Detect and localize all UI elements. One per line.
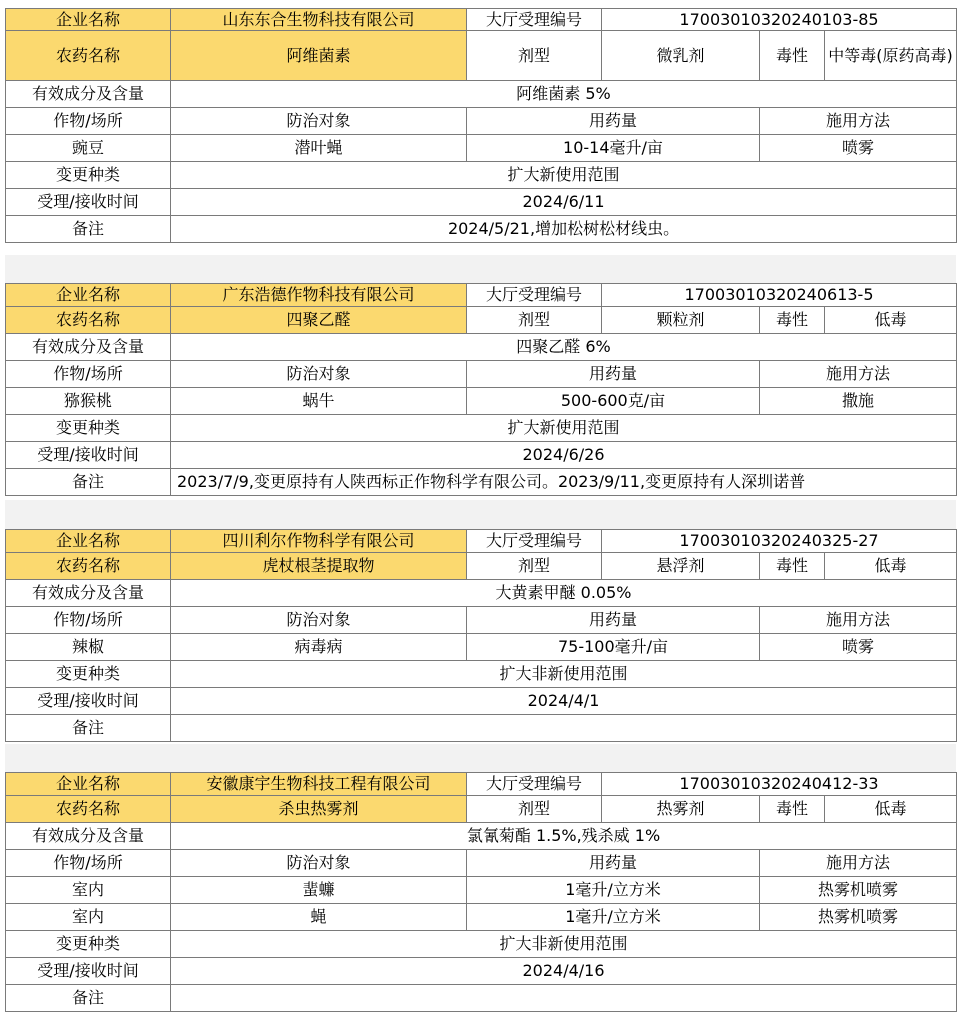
target[interactable]: 蝇 — [171, 904, 467, 931]
label-hall-no[interactable]: 大厅受理编号 — [467, 530, 602, 553]
label-crop[interactable]: 作物/场所 — [6, 108, 171, 135]
record-block-1 — [5, 8, 956, 243]
label-pesticide[interactable]: 农药名称 — [6, 307, 171, 334]
table-row — [6, 307, 957, 334]
table-row — [6, 284, 957, 307]
label-method[interactable]: 施用方法 — [760, 850, 957, 877]
table-row — [6, 904, 957, 931]
record-table — [5, 283, 957, 496]
label-crop[interactable]: 作物/场所 — [6, 607, 171, 634]
block-separator — [5, 255, 956, 283]
label-formulation[interactable]: 剂型 — [467, 553, 602, 580]
table-row — [6, 415, 957, 442]
table-row — [6, 796, 957, 823]
pesticide-name[interactable]: 四聚乙醛 — [171, 307, 467, 334]
label-target[interactable]: 防治对象 — [171, 607, 467, 634]
label-target[interactable]: 防治对象 — [171, 850, 467, 877]
crop[interactable]: 豌豆 — [6, 135, 171, 162]
table-row — [6, 530, 957, 553]
dosage[interactable]: 500-600克/亩 — [467, 388, 760, 415]
label-method[interactable]: 施用方法 — [760, 607, 957, 634]
label-crop[interactable]: 作物/场所 — [6, 361, 171, 388]
label-note[interactable]: 备注 — [6, 985, 171, 1012]
method[interactable]: 喷雾 — [760, 135, 957, 162]
label-ingredient[interactable]: 有效成分及含量 — [6, 580, 171, 607]
label-company[interactable]: 企业名称 — [6, 773, 171, 796]
label-pesticide[interactable]: 农药名称 — [6, 796, 171, 823]
note[interactable] — [171, 985, 957, 1012]
pesticide-name[interactable]: 杀虫热雾剂 — [171, 796, 467, 823]
table-row — [6, 607, 957, 634]
dosage[interactable]: 10-14毫升/亩 — [467, 135, 760, 162]
accept-time[interactable]: 2024/6/26 — [171, 442, 957, 469]
formulation[interactable]: 热雾剂 — [602, 796, 760, 823]
table-row — [6, 553, 957, 580]
label-time[interactable]: 受理/接收时间 — [6, 442, 171, 469]
label-toxicity[interactable]: 毒性 — [760, 796, 825, 823]
label-time[interactable]: 受理/接收时间 — [6, 958, 171, 985]
label-dosage[interactable]: 用药量 — [467, 607, 760, 634]
pesticide-name[interactable]: 虎杖根茎提取物 — [171, 553, 467, 580]
toxicity[interactable]: 低毒 — [825, 307, 957, 334]
dosage[interactable]: 1毫升/立方米 — [467, 877, 760, 904]
label-time[interactable]: 受理/接收时间 — [6, 688, 171, 715]
formulation[interactable]: 微乳剂 — [602, 31, 760, 81]
target[interactable]: 蜚蠊 — [171, 877, 467, 904]
label-time[interactable]: 受理/接收时间 — [6, 189, 171, 216]
label-hall-no[interactable]: 大厅受理编号 — [467, 9, 602, 31]
label-change-type[interactable]: 变更种类 — [6, 931, 171, 958]
method[interactable]: 撒施 — [760, 388, 957, 415]
table-row — [6, 81, 957, 108]
label-note[interactable]: 备注 — [6, 216, 171, 243]
record-table — [5, 772, 957, 1012]
crop[interactable]: 室内 — [6, 877, 171, 904]
method[interactable]: 喷雾 — [760, 634, 957, 661]
table-row — [6, 216, 957, 243]
table-row — [6, 189, 957, 216]
table-row — [6, 715, 957, 742]
pesticide-name[interactable]: 阿维菌素 — [171, 31, 467, 81]
block-separator — [5, 744, 956, 772]
toxicity[interactable]: 中等毒(原药高毒) — [825, 31, 957, 81]
toxicity[interactable]: 低毒 — [825, 553, 957, 580]
table-row — [6, 850, 957, 877]
note[interactable] — [171, 715, 957, 742]
label-ingredient[interactable]: 有效成分及含量 — [6, 823, 171, 850]
label-dosage[interactable]: 用药量 — [467, 108, 760, 135]
change-type[interactable]: 扩大非新使用范围 — [171, 931, 957, 958]
label-toxicity[interactable]: 毒性 — [760, 553, 825, 580]
table-row — [6, 31, 957, 81]
table-row — [6, 135, 957, 162]
company-name[interactable]: 广东浩德作物科技有限公司 — [171, 284, 467, 307]
hall-number[interactable]: 17003010320240412-33 — [602, 773, 957, 796]
target[interactable]: 潜叶蝇 — [171, 135, 467, 162]
dosage[interactable]: 75-100毫升/亩 — [467, 634, 760, 661]
company-name[interactable]: 山东东合生物科技有限公司 — [171, 9, 467, 31]
label-note[interactable]: 备注 — [6, 715, 171, 742]
table-row — [6, 334, 957, 361]
accept-time[interactable]: 2024/6/11 — [171, 189, 957, 216]
label-dosage[interactable]: 用药量 — [467, 361, 760, 388]
label-pesticide[interactable]: 农药名称 — [6, 31, 171, 81]
record-table — [5, 529, 957, 742]
note[interactable]: 2024/5/21,增加松树松材线虫。 — [171, 216, 957, 243]
table-row — [6, 931, 957, 958]
target[interactable]: 病毒病 — [171, 634, 467, 661]
record-block-4 — [5, 772, 956, 1012]
accept-time[interactable]: 2024/4/1 — [171, 688, 957, 715]
label-toxicity[interactable]: 毒性 — [760, 31, 825, 81]
crop[interactable]: 室内 — [6, 904, 171, 931]
note[interactable]: 2023/7/9,变更原持有人陕西标正作物科学有限公司。2023/9/11,变更原持有人深圳诺普 — [171, 469, 957, 496]
company-name[interactable]: 安徽康宇生物科技工程有限公司 — [171, 773, 467, 796]
table-row — [6, 985, 957, 1012]
hall-number[interactable]: 17003010320240103-85 — [602, 9, 957, 31]
label-change-type[interactable]: 变更种类 — [6, 162, 171, 189]
table-row — [6, 162, 957, 189]
table-row — [6, 823, 957, 850]
ingredient[interactable]: 大黄素甲醚 0.05% — [171, 580, 957, 607]
hall-number[interactable]: 17003010320240613-5 — [602, 284, 957, 307]
dosage[interactable]: 1毫升/立方米 — [467, 904, 760, 931]
block-separator — [5, 500, 956, 529]
label-note[interactable]: 备注 — [6, 469, 171, 496]
label-target[interactable]: 防治对象 — [171, 108, 467, 135]
change-type[interactable]: 扩大新使用范围 — [171, 162, 957, 189]
label-hall-no[interactable]: 大厅受理编号 — [467, 284, 602, 307]
label-target[interactable]: 防治对象 — [171, 361, 467, 388]
label-hall-no[interactable]: 大厅受理编号 — [467, 773, 602, 796]
method[interactable]: 热雾机喷雾 — [760, 904, 957, 931]
label-formulation[interactable]: 剂型 — [467, 31, 602, 81]
label-toxicity[interactable]: 毒性 — [760, 307, 825, 334]
table-row — [6, 661, 957, 688]
table-row — [6, 361, 957, 388]
toxicity[interactable]: 低毒 — [825, 796, 957, 823]
crop[interactable]: 辣椒 — [6, 634, 171, 661]
label-ingredient[interactable]: 有效成分及含量 — [6, 81, 171, 108]
table-row — [6, 442, 957, 469]
record-block-2 — [5, 283, 956, 496]
table-row — [6, 9, 957, 31]
table-row — [6, 688, 957, 715]
label-formulation[interactable]: 剂型 — [467, 307, 602, 334]
ingredient[interactable]: 阿维菌素 5% — [171, 81, 957, 108]
label-method[interactable]: 施用方法 — [760, 108, 957, 135]
table-row — [6, 108, 957, 135]
change-type[interactable]: 扩大新使用范围 — [171, 415, 957, 442]
label-company[interactable]: 企业名称 — [6, 284, 171, 307]
formulation[interactable]: 颗粒剂 — [602, 307, 760, 334]
hall-number[interactable]: 17003010320240325-27 — [602, 530, 957, 553]
ingredient[interactable]: 四聚乙醛 6% — [171, 334, 957, 361]
table-row — [6, 634, 957, 661]
label-ingredient[interactable]: 有效成分及含量 — [6, 334, 171, 361]
label-method[interactable]: 施用方法 — [760, 361, 957, 388]
formulation[interactable]: 悬浮剂 — [602, 553, 760, 580]
label-company[interactable]: 企业名称 — [6, 9, 171, 31]
table-row — [6, 388, 957, 415]
ingredient[interactable]: 氯氰菊酯 1.5%,残杀威 1% — [171, 823, 957, 850]
crop[interactable]: 猕猴桃 — [6, 388, 171, 415]
method[interactable]: 热雾机喷雾 — [760, 877, 957, 904]
table-row — [6, 580, 957, 607]
label-dosage[interactable]: 用药量 — [467, 850, 760, 877]
label-change-type[interactable]: 变更种类 — [6, 661, 171, 688]
table-row — [6, 958, 957, 985]
label-pesticide[interactable]: 农药名称 — [6, 553, 171, 580]
accept-time[interactable]: 2024/4/16 — [171, 958, 957, 985]
change-type[interactable]: 扩大非新使用范围 — [171, 661, 957, 688]
label-company[interactable]: 企业名称 — [6, 530, 171, 553]
label-crop[interactable]: 作物/场所 — [6, 850, 171, 877]
table-row — [6, 877, 957, 904]
table-row — [6, 773, 957, 796]
company-name[interactable]: 四川利尔作物科学有限公司 — [171, 530, 467, 553]
record-block-3 — [5, 529, 956, 742]
target[interactable]: 蜗牛 — [171, 388, 467, 415]
label-formulation[interactable]: 剂型 — [467, 796, 602, 823]
record-table — [5, 8, 957, 243]
label-change-type[interactable]: 变更种类 — [6, 415, 171, 442]
table-row — [6, 469, 957, 496]
